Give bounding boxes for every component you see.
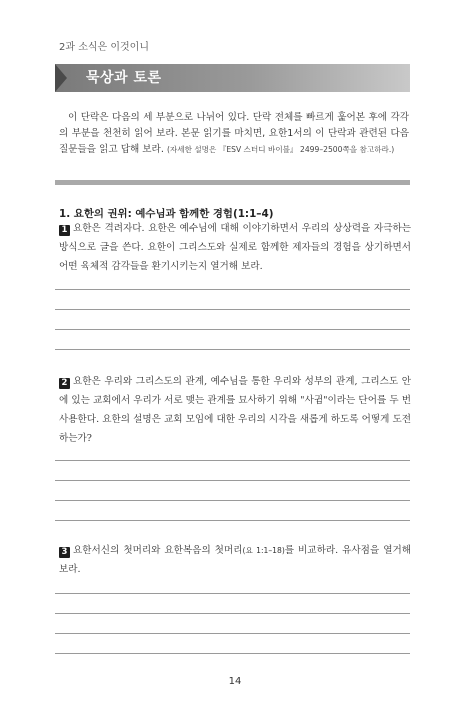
answer-line xyxy=(55,613,410,614)
section-1-heading: 1. 요한의 권위: 예수님과 함께한 경험(1:1–4) xyxy=(59,208,274,220)
question-text: 요한은 격려자다. 요한은 예수님에 대해 이야기하면서 우리의 상상력을 자극하는 방식으로 글을 쓴다. 요한이 그리스도와 실제로 함께한 제자들의 경험을 상기하면서 어떤 육체적 감각들을 환기시키는지 열거해 보라. xyxy=(59,223,411,272)
answer-line xyxy=(55,633,410,634)
answer-line xyxy=(55,460,410,461)
question-2 xyxy=(59,372,411,448)
answer-line xyxy=(55,329,410,330)
answer-line xyxy=(55,593,410,594)
page-number: 14 xyxy=(228,676,242,687)
answer-line xyxy=(55,500,410,501)
running-head: 2과 소식은 이것이니 xyxy=(59,42,149,53)
answer-line xyxy=(55,289,410,290)
question-number-badge: 1 xyxy=(59,225,70,236)
question-text: 요한서신의 첫머리와 요한복음의 첫머리 xyxy=(73,545,243,556)
section-title: 묵상과 토론 xyxy=(86,70,162,86)
question-1 xyxy=(59,219,411,276)
question-text: 요한은 우리와 그리스도의 관계, 예수님을 통한 우리와 성부의 관계, 그리스도 안에 있는 교회에서 우리가 서로 맺는 관계를 묘사하기 위해 "사귐"이라는 단어를 두 번 사용한다. 요한의 설명은 교회 모임에 대한 우리의 시각을 새롭게 하도록 어떻게 도전하는가? xyxy=(59,376,411,444)
answer-line xyxy=(55,520,410,521)
question-text: 를 비교하라. 유사점을 열거해 보라. xyxy=(59,545,411,575)
answer-line xyxy=(55,349,410,350)
answer-line xyxy=(55,480,410,481)
answer-line xyxy=(55,309,410,310)
intro-note: (자세한 설명은 『ESV 스터디 바이블』 2499–2500쪽을 참고하라.) xyxy=(166,145,395,154)
question-3 xyxy=(59,541,411,579)
section-divider xyxy=(55,180,410,185)
banner-arrow-icon xyxy=(55,64,67,92)
intro-paragraph xyxy=(59,110,409,158)
answer-line xyxy=(55,653,410,654)
scripture-reference: (요 1:1–18) xyxy=(242,546,285,555)
question-number-badge: 3 xyxy=(59,547,70,558)
intro-text: 이 단락은 다음의 세 부분으로 나뉘어 있다. 단락 전체를 빠르게 훑어본 후에 각각의 부분을 천천히 읽어 보라. 본문 읽기를 마치면, 요한1서의 이 단락과 관련된 다음 질문들을 읽고 답해 보라. xyxy=(59,112,409,155)
question-number-badge: 2 xyxy=(59,378,70,389)
